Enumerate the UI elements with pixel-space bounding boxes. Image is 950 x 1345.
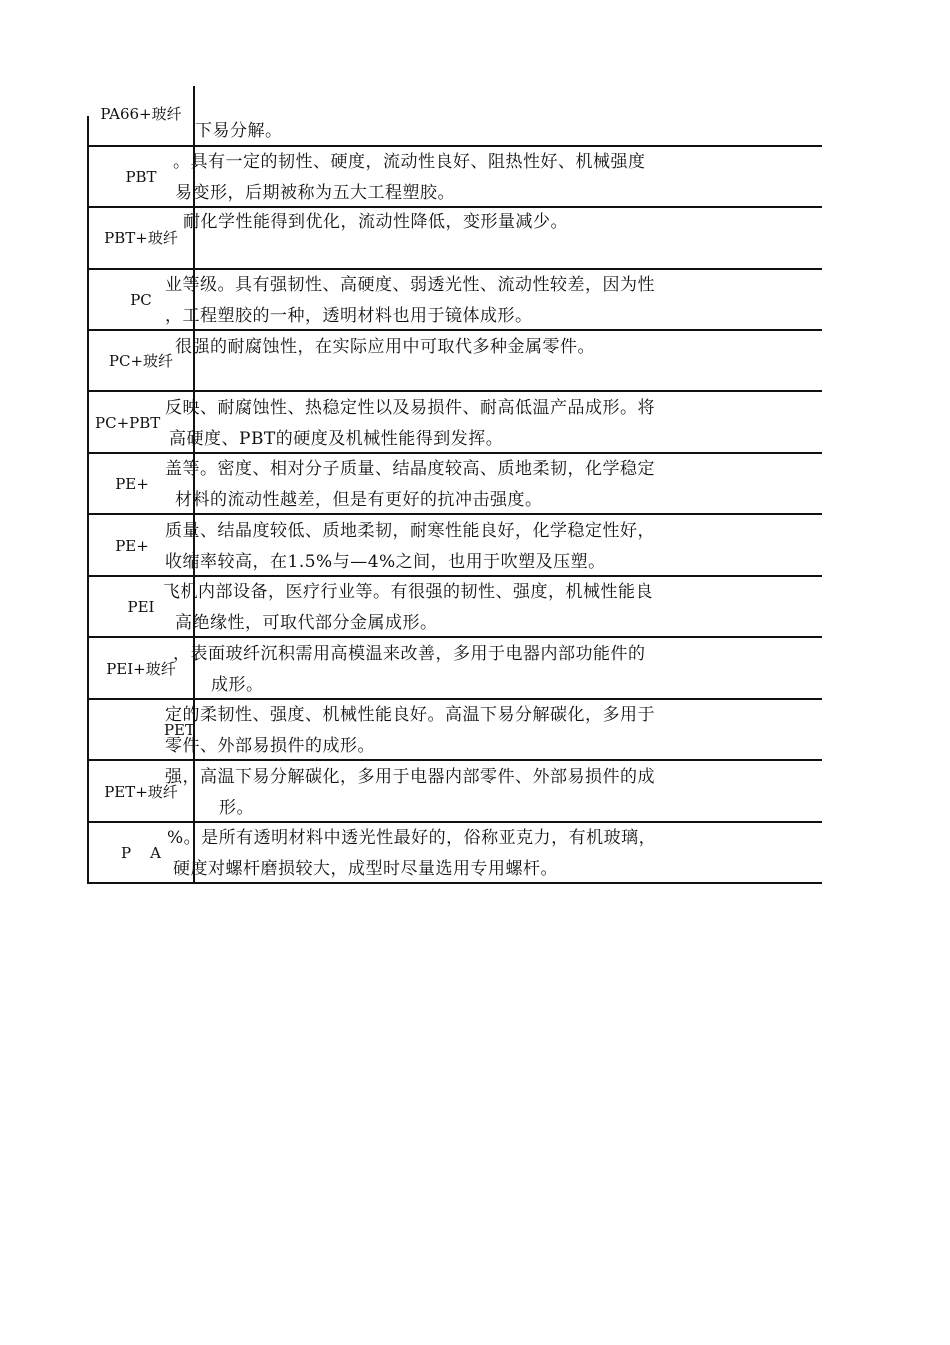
description-line: 材料的流动性越差，但是有更好的抗冲击强度。: [175, 490, 543, 510]
description-line: 飞机内部设备，医疗行业等。有很强的韧性、强度，机械性能良: [163, 582, 653, 602]
table-row: [87, 330, 822, 391]
table-row: [87, 146, 822, 207]
table-row: [87, 453, 822, 514]
description-line: 强，高温下易分解碳化，多用于电器内部零件、外部易损件的成: [165, 767, 655, 787]
material-name: PE+: [115, 536, 149, 555]
material-name: PBT+玻纤: [104, 229, 178, 247]
table-row: [87, 86, 822, 147]
table-row: [87, 822, 822, 883]
description-line: 零件、外部易损件的成形。: [165, 736, 375, 756]
table-row: [87, 638, 822, 699]
material-name: PC: [130, 290, 152, 309]
material-name: PE+: [115, 474, 149, 493]
material-name: PBT: [125, 167, 157, 186]
material-name: PA66+玻纤: [100, 105, 182, 123]
description-line: 成形。: [211, 675, 264, 695]
table-row: [87, 207, 822, 268]
description-line: 盖等。密度、相对分子质量、结晶度较高、质地柔韧，化学稳定: [165, 459, 655, 479]
description-line: 耐化学性能得到优化，流动性降低，变形量减少。: [183, 212, 568, 232]
table-row: [87, 699, 822, 760]
description-line: ，工程塑胶的一种，透明材料也用于镜体成形。: [165, 306, 533, 326]
description-line: 高绝缘性，可取代部分金属成形。: [175, 613, 438, 633]
materials-table: [87, 86, 822, 884]
description-line: 很强的耐腐蚀性，在实际应用中可取代多种金属零件。: [175, 337, 595, 357]
description-line: ，表面玻纤沉积需用高模温来改善，多用于电器内部功能件的: [173, 644, 646, 664]
description-line: 收缩率较高，在1.5%与—4%之间，也用于吹塑及压塑。: [165, 552, 606, 572]
table-row: [87, 392, 822, 453]
material-name: PET: [163, 720, 195, 739]
material-name: PC+玻纤: [108, 352, 174, 370]
material-name: PET+玻纤: [104, 783, 178, 801]
material-name: PEI: [127, 597, 155, 616]
description-line: 高硬度、PBT的硬度及机械性能得到发挥。: [169, 429, 504, 449]
description-line: 业等级。具有强韧性、高硬度、弱透光性、流动性较差，因为性: [165, 275, 655, 295]
description-line: 。具有一定的韧性、硬度，流动性良好、阻热性好、机械强度: [173, 152, 646, 172]
table-row: [87, 515, 822, 576]
description-line: 定的柔韧性、强度、机械性能良好。高温下易分解碳化，多用于: [165, 705, 655, 725]
material-name: P A: [121, 843, 161, 862]
description-line: 硬度对螺杆磨损较大，成型时尽量选用专用螺杆。: [173, 859, 558, 879]
description-line: 下易分解。: [195, 121, 283, 141]
description-line: 质量、结晶度较低、质地柔韧，耐寒性能良好，化学稳定性好，: [165, 521, 655, 541]
description-line: %。是所有透明材料中透光性最好的，俗称亚克力，有机玻璃，: [167, 828, 657, 848]
material-name: PC+PBT: [95, 413, 161, 432]
description-line: 易变形，后期被称为五大工程塑胶。: [175, 183, 455, 203]
material-name: PEI+玻纤: [106, 660, 176, 678]
description-line: 反映、耐腐蚀性、热稳定性以及易损件、耐高低温产品成形。将: [165, 398, 655, 418]
description-line: 形。: [219, 798, 254, 818]
table-row: [87, 761, 822, 822]
table-row: [87, 576, 822, 637]
table-row: [87, 269, 822, 330]
